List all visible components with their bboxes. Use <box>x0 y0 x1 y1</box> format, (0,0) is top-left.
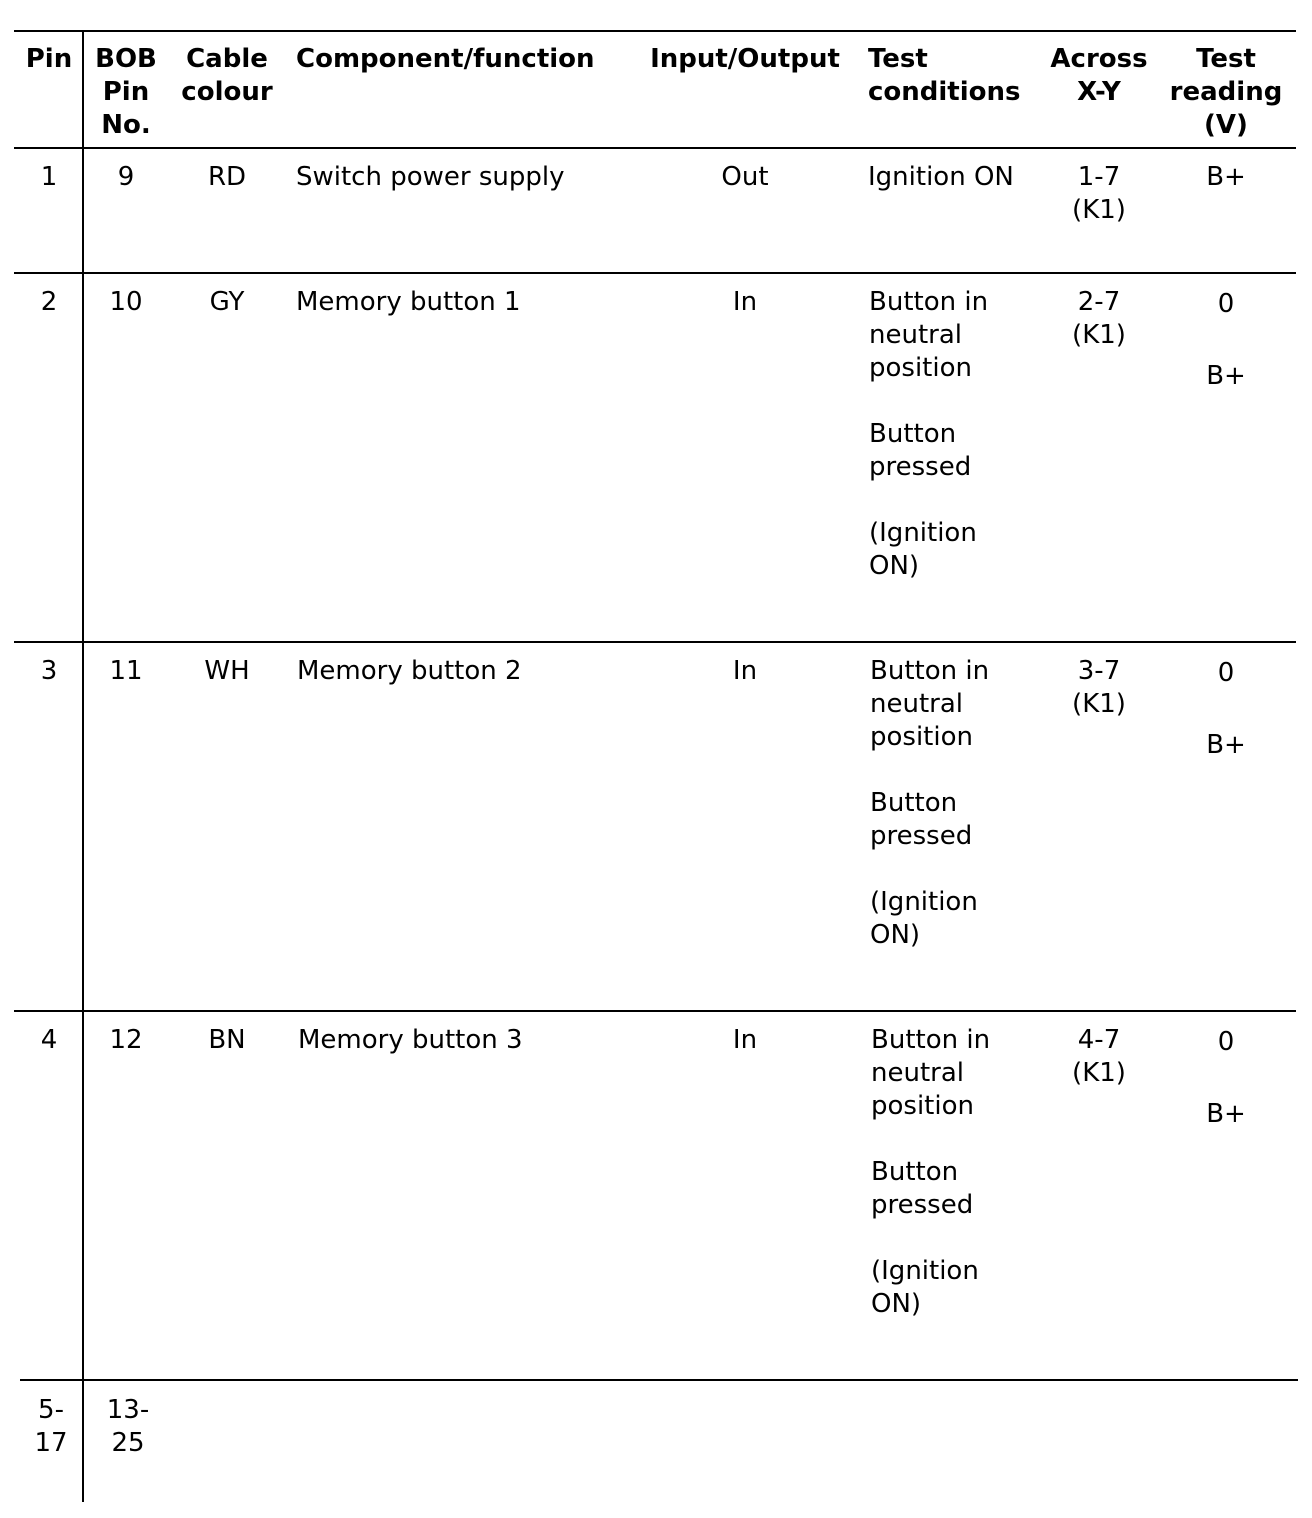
row-4-test-reading: 0 B+ <box>1206 1027 1246 1129</box>
header-bottom-rule <box>14 147 1296 149</box>
row-4-input-output: In <box>732 1025 758 1055</box>
row-2-pin: 2 <box>40 287 58 317</box>
header-across: Across X-Y <box>1050 44 1148 107</box>
row-1-bob-pin: 9 <box>117 162 135 192</box>
row-divider-2 <box>14 641 1296 643</box>
row-2-test-reading: 0 B+ <box>1206 289 1246 391</box>
table-top-rule <box>14 30 1296 32</box>
row-3-input-output: In <box>732 656 758 686</box>
row-divider-3 <box>14 1010 1296 1012</box>
row-1-component: Switch power supply <box>296 162 565 192</box>
row-3-cable-colour: WH <box>204 656 250 686</box>
row-2-input-output: In <box>732 287 758 317</box>
row-3-pin: 3 <box>40 656 58 686</box>
row-2-test-conditions: Button in neutral position Button pressed (Ignition ON) <box>869 287 989 581</box>
row-4-test-conditions: Button in neutral position Button pressed (Ignition ON) <box>871 1025 991 1319</box>
row-2-across: 2-7 (K1) <box>1072 287 1126 350</box>
row-3-test-reading: 0 B+ <box>1206 658 1246 760</box>
row-1-pin: 1 <box>40 162 58 192</box>
header-input-output: Input/Output <box>650 44 840 74</box>
row-2-cable-colour: GY <box>209 287 245 317</box>
header-bob-pin: BOB Pin No. <box>95 44 157 140</box>
header-test-conditions: Test conditions <box>868 44 1021 107</box>
row-1-test-conditions: Ignition ON <box>868 162 1014 192</box>
row-5-bob-pin: 13- 25 <box>106 1395 150 1458</box>
row-5-pin: 5- 17 <box>34 1395 68 1458</box>
row-2-component: Memory button 1 <box>296 287 521 317</box>
row-3-across: 3-7 (K1) <box>1072 656 1126 719</box>
row-1-input-output: Out <box>721 162 769 192</box>
header-component: Component/function <box>296 44 595 74</box>
row-1-across: 1-7 (K1) <box>1072 162 1126 225</box>
header-cable-colour: Cable colour <box>181 44 273 107</box>
row-4-cable-colour: BN <box>208 1025 246 1055</box>
row-divider-4 <box>20 1379 1298 1381</box>
row-3-test-conditions: Button in neutral position Button pressed (Ignition ON) <box>870 656 990 950</box>
header-pin: Pin <box>25 44 73 74</box>
row-4-pin: 4 <box>40 1025 58 1055</box>
row-4-across: 4-7 (K1) <box>1072 1025 1126 1088</box>
row-4-bob-pin: 12 <box>109 1025 143 1055</box>
header-test-reading: Test reading (V) <box>1169 44 1283 140</box>
row-3-component: Memory button 2 <box>297 656 522 686</box>
row-1-cable-colour: RD <box>207 162 247 192</box>
row-3-bob-pin: 11 <box>109 656 143 686</box>
row-divider-1 <box>14 272 1296 274</box>
pin-column-rule <box>82 30 84 1502</box>
row-4-component: Memory button 3 <box>298 1025 523 1055</box>
row-1-test-reading: B+ <box>1206 162 1246 192</box>
row-2-bob-pin: 10 <box>109 287 143 317</box>
